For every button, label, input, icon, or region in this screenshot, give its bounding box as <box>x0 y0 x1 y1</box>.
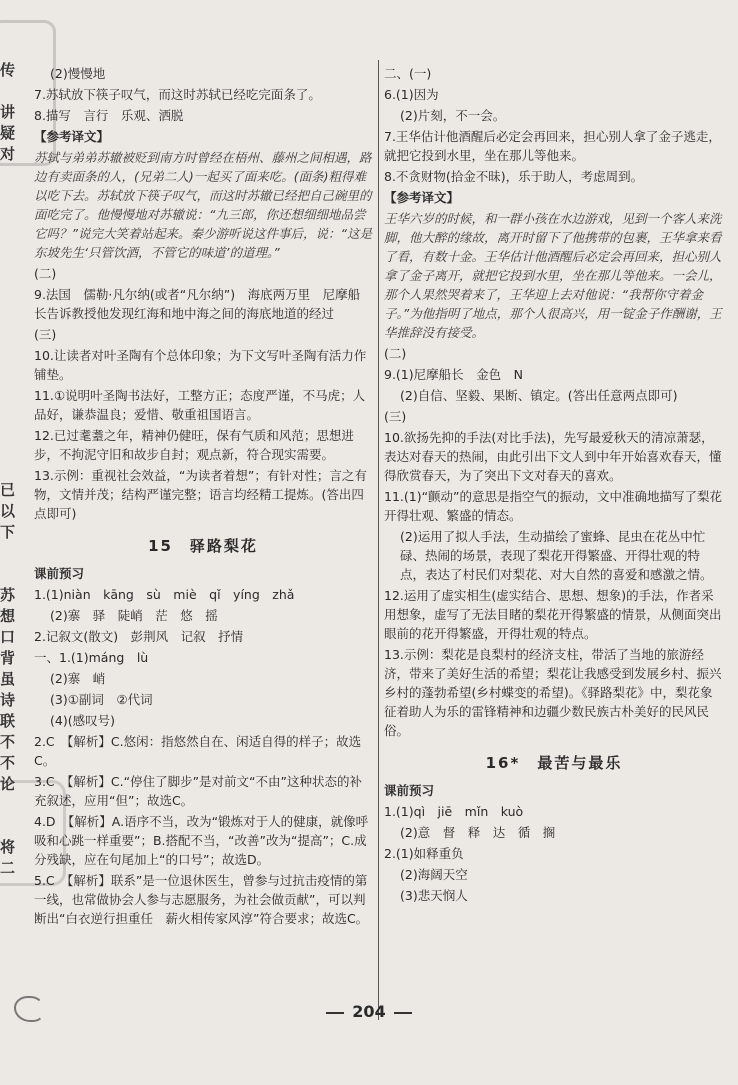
dash-left <box>326 1012 344 1014</box>
left-answer-line: 一、1.(1)máng lù <box>34 650 149 665</box>
left-answer-line: 5.C 【解析】联系”是一位退休医生，曾参与过抗击疫情的第一线，也常做协会人参与志愿服务，为社会做贡献”，可以判断出“白衣逆行担重任 薪火相传家风淳”符合要求；故选C。 <box>34 873 369 926</box>
edge-char: 将 <box>0 838 16 856</box>
right-answer-line: 课前预习 <box>384 783 435 798</box>
right-answer-line: 9.(1)尼摩船长 金色 N <box>384 367 523 382</box>
edge-char: 二 <box>0 859 16 877</box>
edge-char <box>0 417 22 438</box>
left-answer-line: (三) <box>34 327 57 342</box>
right-answer-line: 6.(1)因为 <box>384 87 439 102</box>
edge-char <box>0 291 22 312</box>
left-answer-line: 2.C 【解析】C.悠闲：指悠然自在、闲适自得的样子；故选C。 <box>34 734 362 768</box>
edge-char <box>0 81 22 102</box>
edge-char <box>0 543 22 564</box>
right-answer-line: 二、(一) <box>384 66 432 81</box>
edge-char <box>0 249 22 270</box>
edge-char: 口 <box>0 628 16 646</box>
left-answer-line: 苏轼与弟弟苏辙被贬到南方时曾经在梧州、藤州之间相遇，路边有卖面条的人，(兄弟二人)一起买了面来吃。(面条)粗得难以吃下去。苏轼放下筷子叹气，而这时苏辙已经把自己碗里的面吃完了。他慢慢地对苏辙说：“九三郎，你还想细细地品尝它吗？”说完大笑着站起来。秦少游听说这件事后，说：“这是东坡先生‘只管饮酒，不管它的味道’的道理。” <box>34 150 372 260</box>
right-answer-line: 12.运用了虚实相生(虚实结合、思想、想象)的手法，作者采用想象，虚写了无法目睹的梨花开得繁盛的情景，从侧面突出眼前的花开得繁盛，开得壮观的特点。 <box>384 588 722 641</box>
edge-char: 虽 <box>0 670 16 688</box>
right-answer-line: (2)片刻，不一会。 <box>400 108 506 123</box>
left-answer-line: (4)(感叹号) <box>50 713 115 728</box>
left-answer-line: 3.C 【解析】C.“停住了脚步”是对前文“不由”这种状态的补充叙述，应用“但”；故选C。 <box>34 774 363 808</box>
left-answer-line: 10.让读者对叶圣陶有个总体印象；为下文写叶圣陶有活力作铺垫。 <box>34 348 367 382</box>
left-answer-line: (2)寨 驿 陡峭 茫 悠 摇 <box>50 608 218 623</box>
left-edge-fragments <box>0 60 22 879</box>
right-answer-line: 13.示例：梨花是良梨村的经济支柱，带活了当地的旅游经济，带来了美好生活的希望；梨花让我感受到发展乡村、振兴乡村的蓬勃希望(乡村蝶变的希望)。《驿路梨花》中，梨花象征着助人为乐的雷锋精神和边疆少数民族古朴美好的民风民俗。 <box>384 647 722 738</box>
edge-char: 已 <box>0 481 16 499</box>
right-answer-line: (三) <box>384 409 407 424</box>
edge-char: 论 <box>0 775 16 793</box>
section-title: 16* 最苦与最乐 <box>485 754 623 772</box>
edge-char <box>0 333 22 354</box>
right-answer-line: (3)悲天悯人 <box>400 888 468 903</box>
left-answer-line: (二) <box>34 266 57 281</box>
left-answer-line: 8.描写 言行 乐观、洒脱 <box>34 108 184 123</box>
edge-char: 传 <box>0 61 16 79</box>
left-answer-line: (2)寨 峭 <box>50 671 106 686</box>
edge-char: 联 <box>0 712 16 730</box>
left-answer-line: 课前预习 <box>34 566 85 581</box>
right-answer-line: (2)意 督 释 达 循 搁 <box>400 825 556 840</box>
left-answer-line: (3)①副词 ②代词 <box>50 692 153 707</box>
edge-char <box>0 207 22 228</box>
left-answer-line: 1.(1)niàn kāng sù miè qǐ yíng zhǎ <box>34 587 295 602</box>
edge-char: 对 <box>0 145 16 163</box>
right-answer-line: 11.(1)“颤动”的意思是指空气的振动，文中准确地描写了梨花开得壮观、繁盛的情态。 <box>384 489 723 523</box>
edge-char: 背 <box>0 649 16 667</box>
edge-char: 下 <box>0 523 16 541</box>
right-answer-line: 1.(1)qì jiē mǐn kuò <box>384 804 524 819</box>
right-answer-line: 8.不贪财物(拾金不昧)，乐于助人，考虑周到。 <box>384 169 644 184</box>
right-answer-line: 2.(1)如释重负 <box>384 846 464 861</box>
left-answer-line: 7.苏轼放下筷子叹气，而这时苏轼已经吃完面条了。 <box>34 87 321 102</box>
edge-char: 讲 <box>0 103 16 121</box>
left-answer-line: 13.示例：重视社会效益，“为读者着想”；有针对性；言之有物，文情并茂；结构严谨完整；语言均经精工提炼。(答出四点即可) <box>34 468 367 521</box>
edge-char: 不 <box>0 754 16 772</box>
right-column <box>384 64 724 907</box>
edge-char <box>0 354 22 375</box>
dash-right <box>394 1012 412 1014</box>
edge-char <box>0 459 22 480</box>
left-answer-line: 2.记叙文(散文) 彭荆风 记叙 抒情 <box>34 629 244 644</box>
right-answer-line: 王华六岁的时候，和一群小孩在水边游戏，见到一个客人来洗脚，他大醉的缘故，离开时留下了他携带的包裹，王华拿来看了看，有数十金。王华估计他酒醒后必定会再回来，担心别人拿了金子离开，就把它投到水里，坐在那儿等他来。一会儿，那个人果然哭着来了，王华迎上去对他说：“我帮你守着金子。”为他指明了地点，那个人很高兴，用一锭金子作酬谢，王华推辞没有接受。 <box>384 211 722 340</box>
edge-char: 想 <box>0 607 16 625</box>
edge-char <box>0 396 22 417</box>
edge-char <box>0 795 22 816</box>
edge-char <box>0 438 22 459</box>
left-answer-line: 4.D 【解析】A.语序不当，改为“锻炼对于人的健康，就像呼吸和心跳一样重要”；B.搭配不当，“改善”改为“提高”；C.成分残缺，应在句尾加上“的口号”；故选D。 <box>34 814 369 867</box>
page-number <box>0 1002 738 1021</box>
edge-char <box>0 228 22 249</box>
edge-char: 诗 <box>0 691 16 709</box>
right-answer-line: (2)运用了拟人手法，生动描绘了蜜蜂、昆虫在花丛中忙碌、热闹的场景，表现了梨花开得繁盛、开得壮观的特点，表达了村民们对梨花、对大自然的喜爱和感激之情。 <box>400 529 713 582</box>
left-answer-line: (2)慢慢地 <box>50 66 106 81</box>
page-number-text: 204 <box>352 1002 386 1021</box>
edge-char <box>0 312 22 333</box>
edge-char: 不 <box>0 733 16 751</box>
right-answer-line: (2)自信、坚毅、果断、镇定。(答出任意两点即可) <box>400 388 678 403</box>
edge-char: 疑 <box>0 124 16 142</box>
left-answer-line: 【参考译文】 <box>34 129 110 144</box>
edge-char: 以 <box>0 502 16 520</box>
left-column <box>34 64 372 930</box>
left-answer-line: 11.①说明叶圣陶书法好，工整方正；态度严谨，不马虎；人品好，谦恭温良；爱惜、敬重祖国语言。 <box>34 388 366 422</box>
right-answer-line: (2)海阔天空 <box>400 867 468 882</box>
section-title: 15 驿路梨花 <box>148 537 258 555</box>
edge-char <box>0 564 22 585</box>
edge-char <box>0 375 22 396</box>
edge-char <box>0 165 22 186</box>
edge-char: 苏 <box>0 586 16 604</box>
left-answer-line: 12.已过耄耋之年，精神仍健旺，保有气质和风范；思想进步，不拘泥守旧和故步自封；观点新，符合现实需要。 <box>34 428 354 462</box>
right-answer-line: 【参考译文】 <box>384 190 460 205</box>
column-divider <box>378 60 379 1020</box>
right-answer-line: 7.王华估计他酒醒后必定会再回来，担心别人拿了金子逃走，就把它投到水里，坐在那儿等他来。 <box>384 129 721 163</box>
edge-char <box>0 270 22 291</box>
edge-char <box>0 816 22 837</box>
edge-char <box>0 186 22 207</box>
right-answer-line: 10.欲扬先抑的手法(对比手法)，先写最爱秋天的清凉萧瑟，表达对春天的热闹，由此引出下文人到中年开始喜欢春天，懂得欣赏春天，为了突出下文对春天的喜欢。 <box>384 430 722 483</box>
right-answer-line: (二) <box>384 346 407 361</box>
left-answer-line: 9.法国 儒勒·凡尔纳(或者“凡尔纳”) 海底两万里 尼摩船长告诉教授他发现红海和地中海之间的海底地道的经过 <box>34 287 361 321</box>
